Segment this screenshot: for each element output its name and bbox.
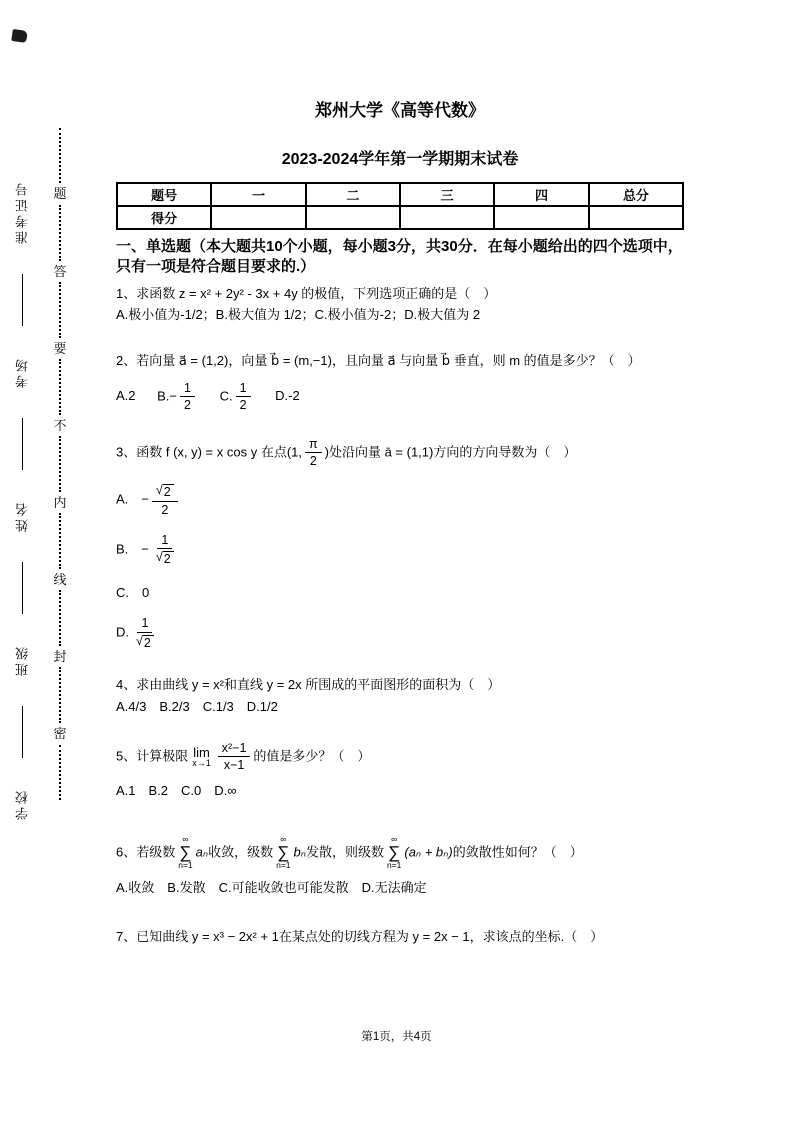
seal-labels-column — [12, 180, 32, 820]
question-6-stem-post: 的敛散性如何？（ ） — [452, 844, 583, 859]
summation-upper-limit: ∞ — [391, 833, 398, 844]
option-b — [157, 381, 198, 413]
question-2-stem: 2、若向量 a⃗ = (1,2)，向量 b⃗ = (m,−1)，且向量 a⃗ 与向量 b⃗ 垂直，则 m 的值是多少？（ ） — [116, 352, 641, 368]
fill-in-line — [22, 274, 23, 326]
fraction — [132, 616, 158, 650]
sigma-symbol: ∑ — [179, 843, 192, 863]
radicand: 2 — [143, 635, 154, 651]
option-d-label: D. — [116, 624, 129, 640]
dotted-segment — [59, 205, 61, 260]
seal-char: 题 — [53, 186, 67, 202]
question-7-stem: 7、已知曲线 y = x³ − 2x² + 1在某点处的切线方程为 y = 2x − 1，求该点的坐标.（ ） — [116, 928, 604, 944]
numerator — [152, 483, 178, 502]
radical-sign: √ — [155, 550, 163, 565]
score-table-header-row — [117, 183, 683, 206]
question-3-option-d — [116, 616, 684, 650]
dotted-segment — [59, 667, 61, 722]
denominator: 2 — [161, 503, 169, 518]
question-1-stem: 1、求函数 z = x² + 2y² - 3x + 4y 的极值，下列选项正确的是（ ） — [116, 285, 497, 301]
dotted-segment — [59, 513, 61, 568]
question-6-stem — [116, 835, 684, 871]
numerator: 1 — [180, 381, 195, 397]
dotted-segment — [59, 282, 61, 337]
numerator: 1 — [236, 381, 251, 397]
option-a: A.2 — [116, 388, 136, 404]
score-table-score-row — [117, 206, 683, 229]
question-6-options: A.收敛 B.发散 C.可能收敛也可能发散 D.无法确定 — [116, 880, 427, 896]
seal-char: 要 — [53, 340, 67, 356]
dotted-segment — [59, 359, 61, 414]
question-4-stem: 4、求由曲线 y = x²和直线 y = 2x 所围成的平面图形的面积为（ ） — [116, 676, 501, 692]
question-6-stem-pre: 6、若级数 — [116, 844, 176, 859]
question-6-mid-1: 收敛，级数 — [208, 844, 274, 859]
summation — [387, 835, 401, 871]
option-c-label: C. — [219, 388, 233, 404]
question-6-mid-2: 发散，则级数 — [305, 844, 384, 859]
numerator: 1 — [137, 616, 152, 632]
series-term-b: bₙ — [293, 844, 306, 859]
square-root — [136, 635, 154, 651]
fill-in-line — [22, 706, 23, 758]
summation-lower-limit: n=1 — [276, 860, 291, 871]
denominator: 2 — [184, 398, 191, 413]
fill-in-line — [22, 562, 23, 614]
dotted-segment — [59, 436, 61, 491]
question-5-stem — [116, 741, 684, 773]
option-a-label: A. − — [116, 492, 149, 508]
question-4-options: A.4/3 B.2/3 C.1/3 D.1/2 — [116, 698, 278, 714]
field-label-name: 姓名 — [14, 500, 30, 532]
summation — [178, 835, 192, 871]
option-d: D.-2 — [275, 388, 300, 404]
fraction — [218, 741, 251, 773]
score-table-header: 总分 — [589, 183, 683, 206]
question-2-options — [116, 381, 684, 413]
field-label-school: 学校 — [14, 788, 30, 820]
score-table — [116, 182, 684, 230]
fraction — [236, 381, 251, 413]
option-c — [220, 381, 254, 413]
section-heading: 一、单选题（本大题共10个小题，每小题3分，共30分．在每小题给出的四个选项中，只有一项是符合题目要求的.） — [116, 238, 683, 276]
option-b-label: B. − — [116, 541, 149, 557]
seal-char: 内 — [53, 494, 67, 510]
denominator: 2 — [309, 454, 317, 469]
score-cell — [400, 206, 494, 229]
denominator — [132, 633, 158, 651]
seal-char: 封 — [53, 648, 67, 664]
limit-word: lim — [193, 744, 210, 760]
score-table-header: 三 — [400, 183, 494, 206]
score-cell — [211, 206, 305, 229]
radical-sign: √ — [155, 483, 163, 498]
fraction — [180, 381, 195, 413]
numerator: 1 — [157, 533, 172, 549]
question-5-stem-post: 的值是多少？（ ） — [253, 748, 371, 764]
seal-char: 不 — [53, 417, 67, 433]
question-1-options: A.极小值为-1/2；B.极大值为 1/2；C.极小值为-2；D.极大值为 2 — [116, 306, 481, 322]
radical-sign: √ — [136, 633, 143, 648]
denominator: x−1 — [223, 758, 245, 773]
fraction — [152, 533, 178, 567]
summation — [276, 835, 290, 871]
page-footer: 第1页，共4页 — [361, 1031, 432, 1043]
score-cell — [494, 206, 588, 229]
exam-subtitle: 2023-2024学年第一学期期末试卷 — [281, 151, 519, 168]
question-3-option-a — [116, 483, 684, 517]
square-root — [156, 551, 174, 567]
summation-upper-limit: ∞ — [182, 833, 189, 844]
question-3-option-c: C. 0 — [116, 585, 150, 601]
summation-upper-limit: ∞ — [280, 833, 287, 844]
question-3-stem — [116, 437, 684, 469]
series-term-a-plus-b: (aₙ + bₙ) — [404, 844, 453, 859]
question-3-stem-pre: 3、函数 f (x, y) = x cos y 在点(1, — [116, 443, 302, 459]
score-cell — [306, 206, 400, 229]
score-cell — [589, 206, 683, 229]
fraction — [305, 437, 322, 469]
fraction — [152, 483, 178, 517]
series-term-a: aₙ — [195, 844, 209, 859]
radicand: 2 — [163, 484, 174, 500]
denominator: 2 — [239, 398, 247, 413]
score-row-label: 得分 — [117, 206, 211, 229]
seal-char: 密 — [53, 725, 67, 741]
exam-title: 郑州大学《高等代数》 — [315, 101, 485, 120]
field-label-class: 班级 — [14, 644, 30, 676]
question-3-stem-post: )处沿向量 ā = (1,1)方向的方向导数为（ ） — [324, 443, 577, 459]
question-5-stem-pre: 5、计算极限 — [116, 748, 189, 764]
fill-in-line — [22, 418, 23, 470]
score-table-header: 二 — [306, 183, 400, 206]
seal-dotted-line — [52, 128, 68, 800]
option-b-label: B.− — [157, 388, 178, 404]
square-root — [156, 484, 174, 500]
limit-subscript: x→1 — [192, 757, 211, 768]
radicand: 2 — [163, 551, 174, 567]
dotted-segment — [59, 745, 61, 800]
field-label-exam-room: 考场 — [14, 356, 30, 388]
field-label-exam-id: 准考证号 — [14, 180, 30, 244]
summation-lower-limit: n=1 — [386, 860, 402, 871]
dotted-segment — [59, 590, 61, 645]
summation-lower-limit: n=1 — [178, 860, 193, 871]
sigma-symbol: ∑ — [388, 843, 401, 863]
score-table-header: 四 — [494, 183, 588, 206]
question-5-options: A.1 B.2 C.0 D.∞ — [116, 782, 237, 798]
score-table-header: 一 — [211, 183, 305, 206]
numerator: π — [305, 437, 322, 453]
seal-char: 答 — [53, 263, 67, 279]
question-3-option-b — [116, 533, 684, 567]
denominator — [152, 549, 178, 567]
dotted-segment — [59, 128, 61, 183]
sigma-symbol: ∑ — [277, 843, 290, 863]
numerator: x²−1 — [218, 741, 251, 757]
seal-char: 线 — [53, 571, 67, 587]
exam-content — [116, 96, 684, 947]
score-table-header: 题号 — [117, 183, 211, 206]
scan-artifact — [11, 29, 28, 43]
limit — [192, 746, 211, 768]
